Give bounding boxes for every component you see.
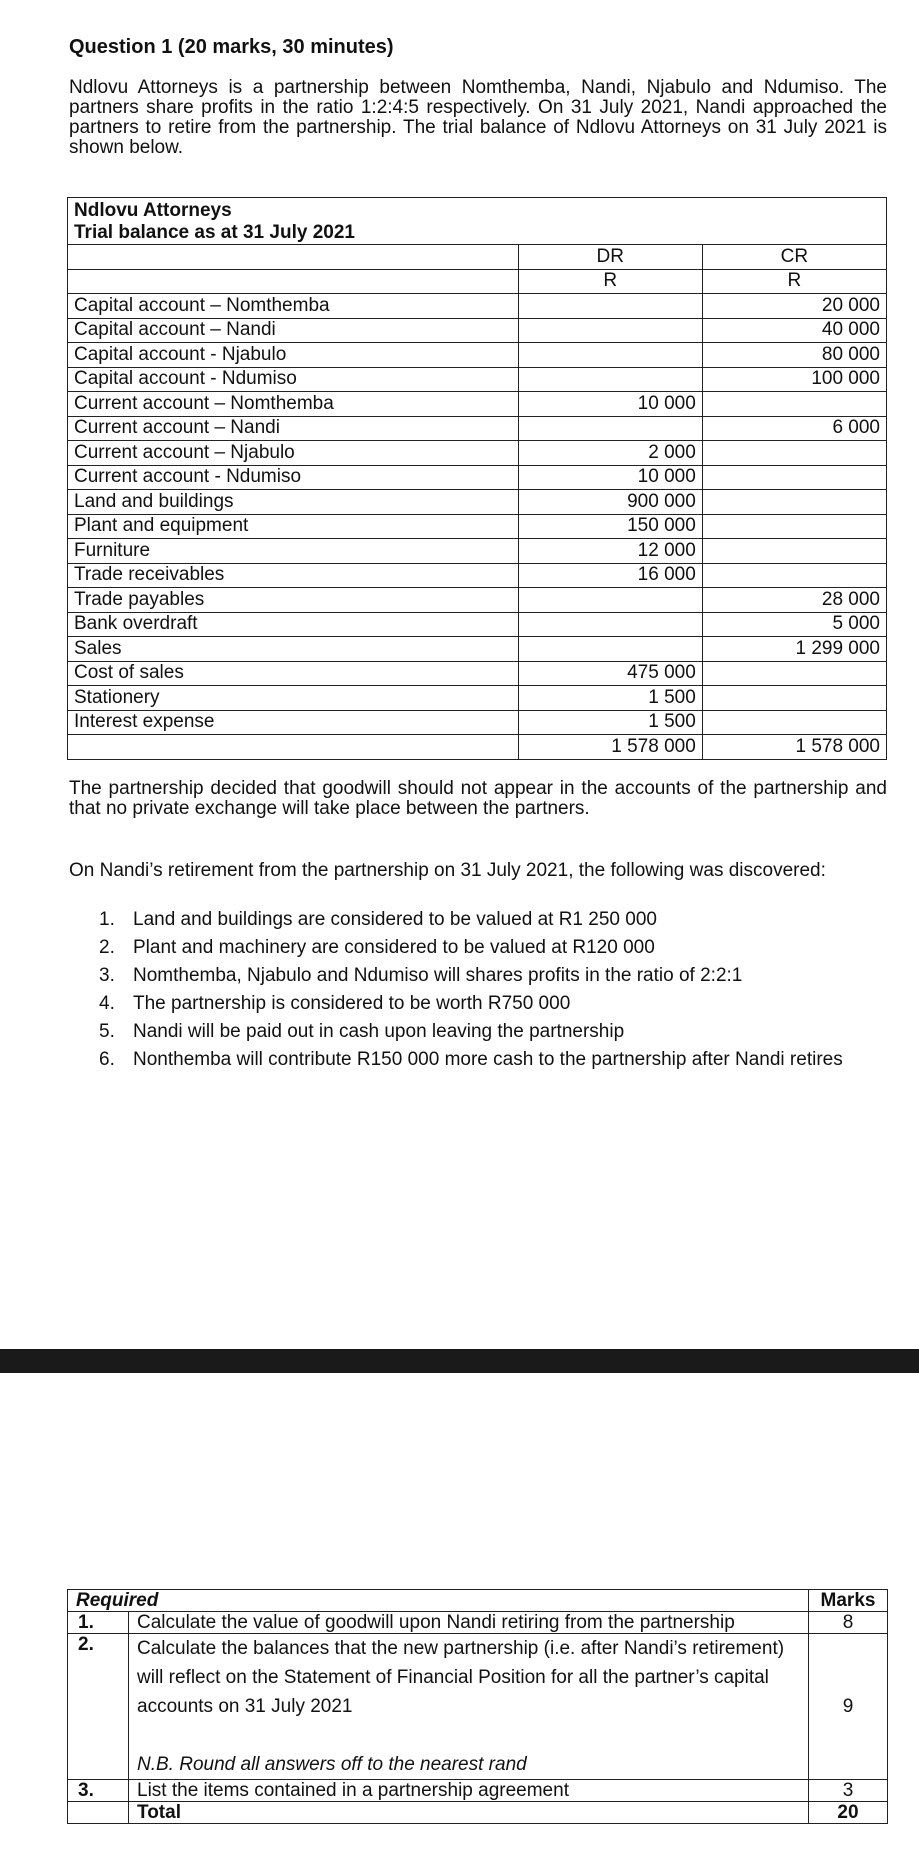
discovery-item [99, 1020, 889, 1044]
account-name: Trade payables [68, 588, 519, 613]
credit-value: 5 000 [702, 612, 886, 637]
discovery-item [99, 1048, 889, 1072]
debit-value [518, 612, 702, 637]
required-heading: Required [68, 1590, 809, 1612]
debit-value: 16 000 [518, 563, 702, 588]
discovery-number: 4. [99, 993, 115, 1014]
debit-value: 1 500 [518, 686, 702, 711]
column-header-row [68, 245, 887, 270]
trial-balance-row [68, 441, 887, 466]
discovery-item [99, 964, 889, 988]
required-item-3: 3. List the items contained in a partnership agreement 3 [68, 1780, 888, 1802]
credit-value [702, 661, 886, 686]
trial-balance-row [68, 343, 887, 368]
credit-value [702, 710, 886, 735]
debit-value [518, 588, 702, 613]
total-cr: 1 578 000 [702, 735, 886, 760]
account-name: Trade receivables [68, 563, 519, 588]
trial-balance-heading: Trial balance as at 31 July 2021 [74, 222, 355, 243]
trial-balance-row [68, 490, 887, 515]
goodwill-paragraph: The partnership decided that goodwill should not appear in the accounts of the partnership and that no private exchange will take place between the partners. [69, 778, 887, 819]
trial-balance-row [68, 416, 887, 441]
account-name: Sales [68, 637, 519, 662]
trial-balance-row [68, 294, 887, 319]
account-name: Capital account – Nomthemba [68, 294, 519, 319]
credit-value [702, 490, 886, 515]
debit-value [518, 416, 702, 441]
discovery-text: The partnership is considered to be worth R750 000 [133, 993, 571, 1014]
debit-value: 475 000 [518, 661, 702, 686]
currency-row [68, 269, 887, 294]
debit-value [518, 637, 702, 662]
retirement-paragraph: On Nandi’s retirement from the partnership on 31 July 2021, the following was discovered: [69, 860, 826, 881]
discovery-item [99, 908, 889, 932]
trial-balance-row [68, 392, 887, 417]
debit-value [518, 318, 702, 343]
required-item-2: 2. Calculate the balances that the new partnership (i.e. after Nandi’s retirement) will reflect on the Statement of Financial Position for all the partner’s capital accounts on 31 July 2021 N.B. Round all answers off to the nearest rand 9 [68, 1634, 888, 1780]
trial-balance-row [68, 661, 887, 686]
credit-value: 100 000 [702, 367, 886, 392]
trial-balance-row [68, 588, 887, 613]
credit-value [702, 465, 886, 490]
cr-currency: R [702, 269, 886, 294]
credit-value: 1 299 000 [702, 637, 886, 662]
trial-balance-row [68, 563, 887, 588]
debit-value: 12 000 [518, 539, 702, 564]
totals-row [68, 735, 887, 760]
account-name: Bank overdraft [68, 612, 519, 637]
discovery-number: 5. [99, 1021, 115, 1042]
account-name: Current account – Nomthemba [68, 392, 519, 417]
debit-value: 900 000 [518, 490, 702, 515]
discovery-number: 3. [99, 965, 115, 986]
account-name: Furniture [68, 539, 519, 564]
credit-value: 28 000 [702, 588, 886, 613]
debit-value: 2 000 [518, 441, 702, 466]
discovery-item [99, 992, 889, 1016]
total-label: Total [129, 1802, 809, 1824]
trial-balance-row [68, 637, 887, 662]
account-name: Current account - Ndumiso [68, 465, 519, 490]
trial-balance-row [68, 318, 887, 343]
trial-balance-row [68, 367, 887, 392]
discovery-text: Nomthemba, Njabulo and Ndumiso will shares profits in the ratio of 2:2:1 [133, 965, 743, 986]
trial-balance-row [68, 514, 887, 539]
total-marks: 20 [809, 1802, 888, 1824]
debit-value [518, 367, 702, 392]
required-header-row [68, 1590, 888, 1612]
trial-balance-title-row [68, 198, 887, 245]
rounding-note: N.B. Round all answers off to the nearest rand [137, 1754, 527, 1775]
trial-balance-rows [68, 294, 887, 735]
debit-value: 1 500 [518, 710, 702, 735]
discovery-number: 1. [99, 909, 115, 930]
total-dr: 1 578 000 [518, 735, 702, 760]
credit-value: 40 000 [702, 318, 886, 343]
dr-header: DR [518, 245, 702, 270]
credit-value [702, 563, 886, 588]
discovery-number: 6. [99, 1049, 115, 1070]
required-table [67, 1589, 888, 1824]
discovery-number: 2. [99, 937, 115, 958]
trial-balance-table [67, 197, 887, 760]
debit-value: 150 000 [518, 514, 702, 539]
account-name: Current account – Njabulo [68, 441, 519, 466]
debit-value: 10 000 [518, 392, 702, 417]
discovery-text: Nandi will be paid out in cash upon leaving the partnership [133, 1021, 625, 1042]
trial-balance-row [68, 539, 887, 564]
trial-balance-row [68, 612, 887, 637]
debit-value [518, 294, 702, 319]
credit-value: 20 000 [702, 294, 886, 319]
credit-value [702, 514, 886, 539]
credit-value [702, 539, 886, 564]
account-name: Capital account – Nandi [68, 318, 519, 343]
credit-value: 6 000 [702, 416, 886, 441]
required-item-1: 1. Calculate the value of goodwill upon Nandi retiring from the partnership 8 [68, 1612, 888, 1634]
account-name: Capital account - Njabulo [68, 343, 519, 368]
account-name: Cost of sales [68, 661, 519, 686]
dr-currency: R [518, 269, 702, 294]
company-name: Ndlovu Attorneys [74, 200, 232, 221]
discovery-text: Land and buildings are considered to be valued at R1 250 000 [133, 909, 657, 930]
account-name: Interest expense [68, 710, 519, 735]
question-intro: Ndlovu Attorneys is a partnership between Nomthemba, Nandi, Njabulo and Ndumiso. The partners share profits in the ratio 1:2:4:5 respectively. On 31 July 2021, Nandi approached the partners to retire from the partnership. The trial balance of Ndlovu Attorneys on 31 July 2021 is shown below. [69, 77, 887, 158]
marks-heading: Marks [809, 1590, 888, 1612]
page-divider [0, 1349, 919, 1373]
debit-value: 10 000 [518, 465, 702, 490]
account-name: Stationery [68, 686, 519, 711]
credit-value [702, 392, 886, 417]
discoveries-list [99, 908, 889, 1076]
credit-value [702, 686, 886, 711]
credit-value: 80 000 [702, 343, 886, 368]
trial-balance-row [68, 465, 887, 490]
trial-balance-row [68, 710, 887, 735]
discovery-text: Nonthemba will contribute R150 000 more cash to the partnership after Nandi retires [133, 1049, 843, 1070]
account-name: Land and buildings [68, 490, 519, 515]
cr-header: CR [702, 245, 886, 270]
discovery-text: Plant and machinery are considered to be valued at R120 000 [133, 937, 655, 958]
required-total-row [68, 1802, 888, 1824]
credit-value [702, 441, 886, 466]
account-name: Capital account - Ndumiso [68, 367, 519, 392]
discovery-item [99, 936, 889, 960]
account-name: Plant and equipment [68, 514, 519, 539]
trial-balance-row [68, 686, 887, 711]
account-name: Current account – Nandi [68, 416, 519, 441]
debit-value [518, 343, 702, 368]
question-title: Question 1 (20 marks, 30 minutes) [69, 36, 394, 58]
